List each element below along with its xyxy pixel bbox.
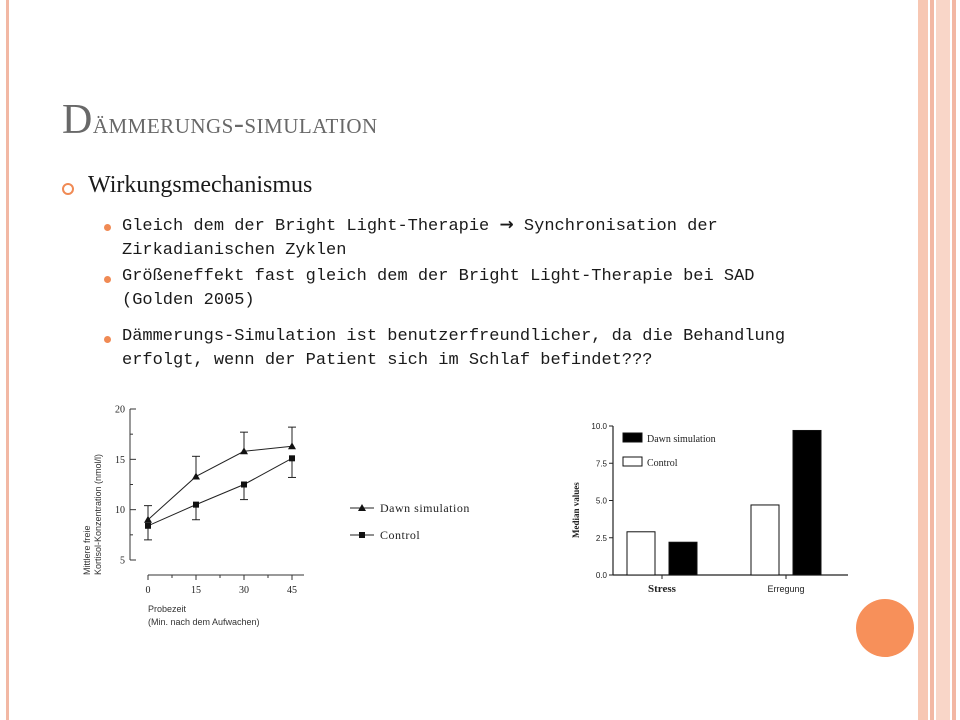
bullet-dot-icon (104, 336, 111, 343)
y-tick-label: 5.0 (595, 496, 607, 506)
legend-label: Dawn simulation (380, 501, 470, 515)
legend-marker-square (359, 532, 365, 538)
bullet-2 (122, 265, 822, 313)
data-point-triangle (288, 442, 296, 449)
legend-swatch (623, 433, 642, 442)
x-tick-label: 0 (145, 585, 151, 596)
bar-stress-dawn-simulation (669, 542, 697, 575)
right-stripe-1 (918, 0, 928, 720)
level1-bullet-icon (62, 183, 74, 195)
y-axis-label: Kortisol-Konzentration (nmol/l) (93, 453, 103, 575)
data-point-square (241, 482, 247, 488)
data-point-square (145, 523, 151, 529)
slide-left-border (6, 0, 9, 720)
x-tick-label: 45 (287, 585, 297, 596)
y-axis-label: Median values (571, 482, 581, 538)
bullet-dot-icon (104, 224, 111, 231)
y-tick-label: 2.5 (595, 533, 607, 543)
legend-label: Control (380, 528, 421, 542)
y-tick-label: 0.0 (595, 571, 607, 580)
y-tick-label: 7.5 (595, 459, 607, 469)
bullet-2-text-b: (Golden 2005) (122, 291, 255, 310)
slide-title (62, 96, 378, 144)
bullet-1-text-c: Zirkadianischen Zyklen (122, 241, 347, 260)
decorative-circle (856, 599, 914, 657)
y-tick-label: 15 (115, 454, 125, 466)
x-tick-label: 15 (191, 585, 201, 596)
bullet-1 (122, 213, 822, 263)
x-axis-label: (Min. nach dem Aufwachen) (148, 617, 260, 627)
heading-wirkungsmechanismus: Wirkungsmechanismus (88, 172, 313, 198)
bullet-1-text-b: Synchronisation der (513, 217, 718, 236)
right-stripe-4 (952, 0, 956, 720)
y-tick-label: 10.0 (591, 422, 607, 431)
title-capital: D (62, 97, 93, 143)
bullet-3-text-b: erfolgt, wenn der Patient sich im Schlaf befindet??? (122, 351, 653, 370)
right-stripe-3 (936, 0, 950, 720)
x-axis-label: Probezeit (148, 604, 187, 614)
x-category-label: Erregung (767, 584, 805, 594)
bullet-2-text-a: Größeneffekt fast gleich dem der Bright Light-Therapie bei SAD (122, 267, 755, 286)
series-line-control (148, 458, 292, 525)
legend-swatch (623, 457, 642, 466)
bullet-1-text-a: Gleich dem der Bright Light-Therapie (122, 217, 500, 236)
bullet-3-text-a: Dämmerungs-Simulation ist benutzerfreundlicher, da die Behandlung (122, 327, 786, 346)
bar-erregung-control (751, 505, 779, 575)
bullet-dot-icon (104, 276, 111, 283)
y-tick-label: 10 (115, 505, 125, 517)
y-tick-label: 20 (115, 404, 125, 416)
bar-stress-control (627, 532, 655, 575)
data-point-square (289, 455, 295, 461)
cortisol-line-chart (78, 395, 508, 635)
y-axis-label: Mittlere freie (82, 525, 92, 575)
legend-label: Dawn simulation (647, 434, 716, 445)
right-stripe-2 (930, 0, 934, 720)
series-line-dawn-simulation (148, 446, 292, 519)
data-point-square (193, 502, 199, 508)
y-tick-label: 5 (120, 555, 125, 567)
legend-label: Control (647, 458, 678, 469)
x-category-label: Stress (648, 583, 676, 595)
right-arrow-icon: → (499, 215, 514, 235)
title-smallcaps: ämmerungs-simulation (92, 107, 378, 140)
bar-erregung-dawn-simulation (793, 430, 821, 575)
x-tick-label: 30 (239, 585, 249, 596)
bullet-3 (122, 325, 822, 373)
median-values-bar-chart (565, 410, 855, 600)
data-point-triangle (192, 472, 200, 479)
